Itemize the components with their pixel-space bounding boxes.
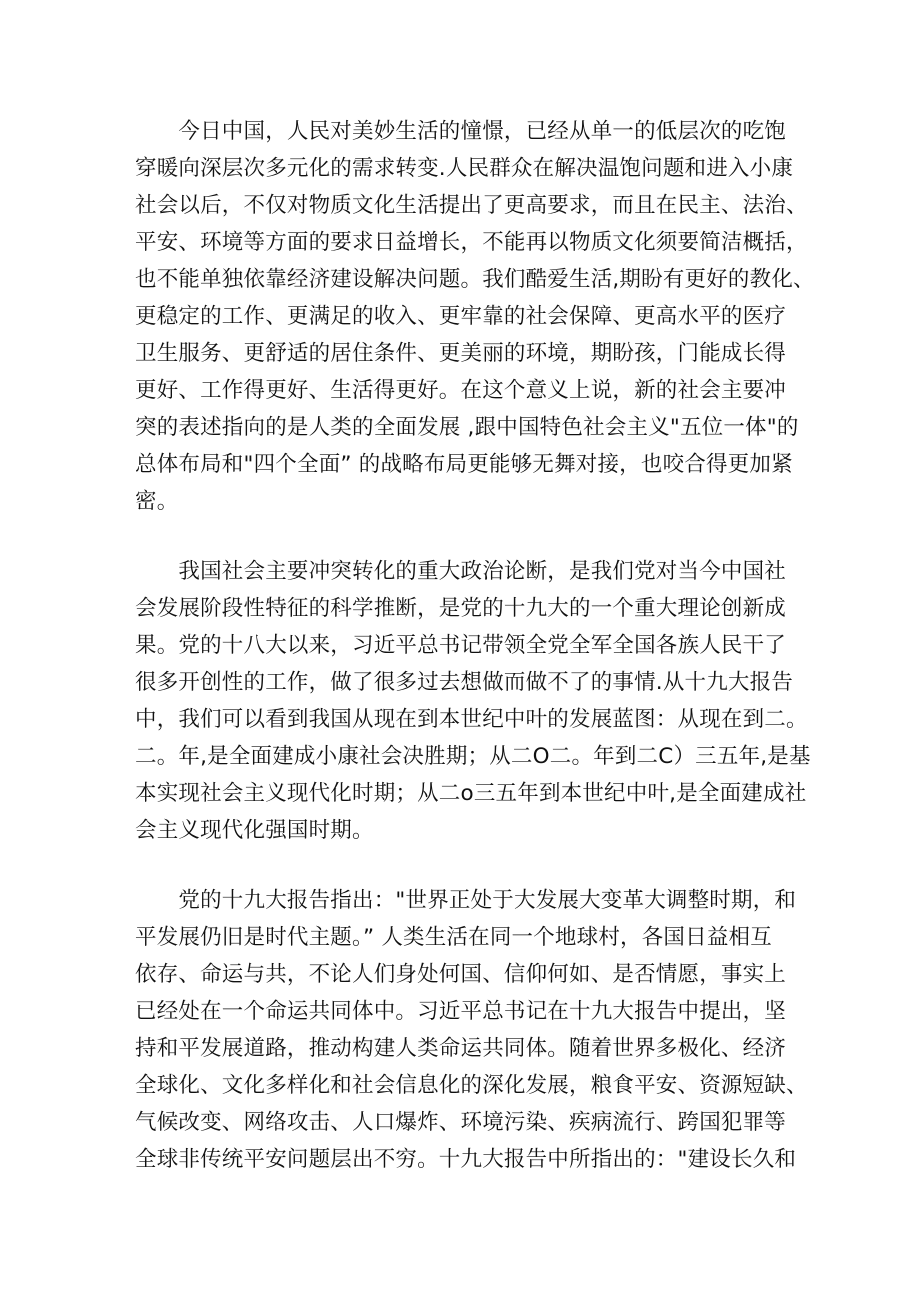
text-line: 依存、命运与共，不论人们身处何国、信仰何如、是否情愿，事实上 bbox=[135, 962, 787, 987]
text-line: 气候改变、网络攻击、人口爆炸、环境污染、疾病流行、跨国犯罪等 bbox=[135, 1110, 787, 1135]
text-line: 党的十九大报告指出："世界正处于大发展大变革大调整时期，和 bbox=[135, 888, 797, 913]
text-line: 本实现社会主义现代化时期；从二o三五年到本世纪中叶,是全面建成社 bbox=[135, 781, 807, 806]
paragraph-3 bbox=[135, 882, 808, 1178]
text-line: 会发展阶段性特征的科学推断，是党的十九大的一个重大理论创新成 bbox=[135, 596, 787, 621]
text-line: 我国社会主要冲突转化的重大政治论断，是我们党对当今中国社 bbox=[135, 559, 787, 584]
text-line: 平安、环境等方面的要求日益增长，不能再以物质文化须要简洁概括， bbox=[135, 230, 808, 255]
text-line: 果。党的十八大以来，习近平总书记带领全党全军全国各族人民干了 bbox=[135, 633, 787, 658]
text-line: 持和平发展道路，推动构建人类命运共同体。随着世界多极化、经济 bbox=[135, 1036, 787, 1061]
text-line: 突的表述指向的是人类的全面发展 ,跟中国特色社会主义"五位一体"的 bbox=[135, 415, 799, 440]
text-line: 密。 bbox=[135, 489, 179, 514]
text-line: 穿暖向深层次多元化的需求转变.人民群众在解决温饱问题和进入小康 bbox=[135, 156, 794, 181]
text-line: 会主义现代化强国时期。 bbox=[135, 818, 374, 843]
text-line: 平发展仍旧是时代主题。” 人类生活在同一个地球村，各国日益相互 bbox=[135, 925, 772, 950]
text-line: 更稳定的工作、更满足的收入、更牢靠的社会保障、更高水平的医疗 bbox=[135, 304, 787, 329]
text-line: 社会以后，不仅对物质文化生活提出了更高要求，而且在民主、法治、 bbox=[135, 193, 808, 218]
text-line: 全球化、文化多样化和社会信息化的深化发展，粮食平安、资源短缺、 bbox=[135, 1073, 808, 1098]
text-line: 很多开创性的工作，做了很多过去想做而做不了的事情.从十九大报告 bbox=[135, 670, 794, 695]
text-line: 也不能单独依靠经济建设解决问题。我们酷爱生活,期盼有更好的教化、 bbox=[135, 267, 815, 292]
document-body bbox=[135, 113, 815, 1178]
text-line: 全球非传统平安问题层出不穷。十九大报告中所指出的："建设长久和 bbox=[135, 1147, 797, 1172]
text-line: 已经处在一个命运共同体中。习近平总书记在十九大报告中提出，坚 bbox=[135, 999, 787, 1024]
text-line: 总体布局和"四个全面” 的战略布局更能够无舞对接，也咬合得更加紧 bbox=[135, 452, 793, 477]
text-line: 今日中国，人民对美妙生活的憧憬，已经从单一的低层次的吃饱 bbox=[135, 119, 787, 144]
paragraph-2 bbox=[135, 553, 811, 849]
text-line: 更好、工作得更好、生活得更好。在这个意义上说，新的社会主要冲 bbox=[135, 378, 787, 403]
text-line: 卫生服务、更舒适的居住条件、更美丽的环境，期盼孩，门能成长得 bbox=[135, 341, 787, 366]
text-line: 二。年,是全面建成小康社会决胜期；从二O二。年到二C）三五年,是基 bbox=[135, 744, 811, 769]
paragraph-1 bbox=[135, 113, 815, 520]
text-line: 中，我们可以看到我国从现在到本世纪中叶的发展蓝图：从现在到二。 bbox=[135, 707, 808, 732]
